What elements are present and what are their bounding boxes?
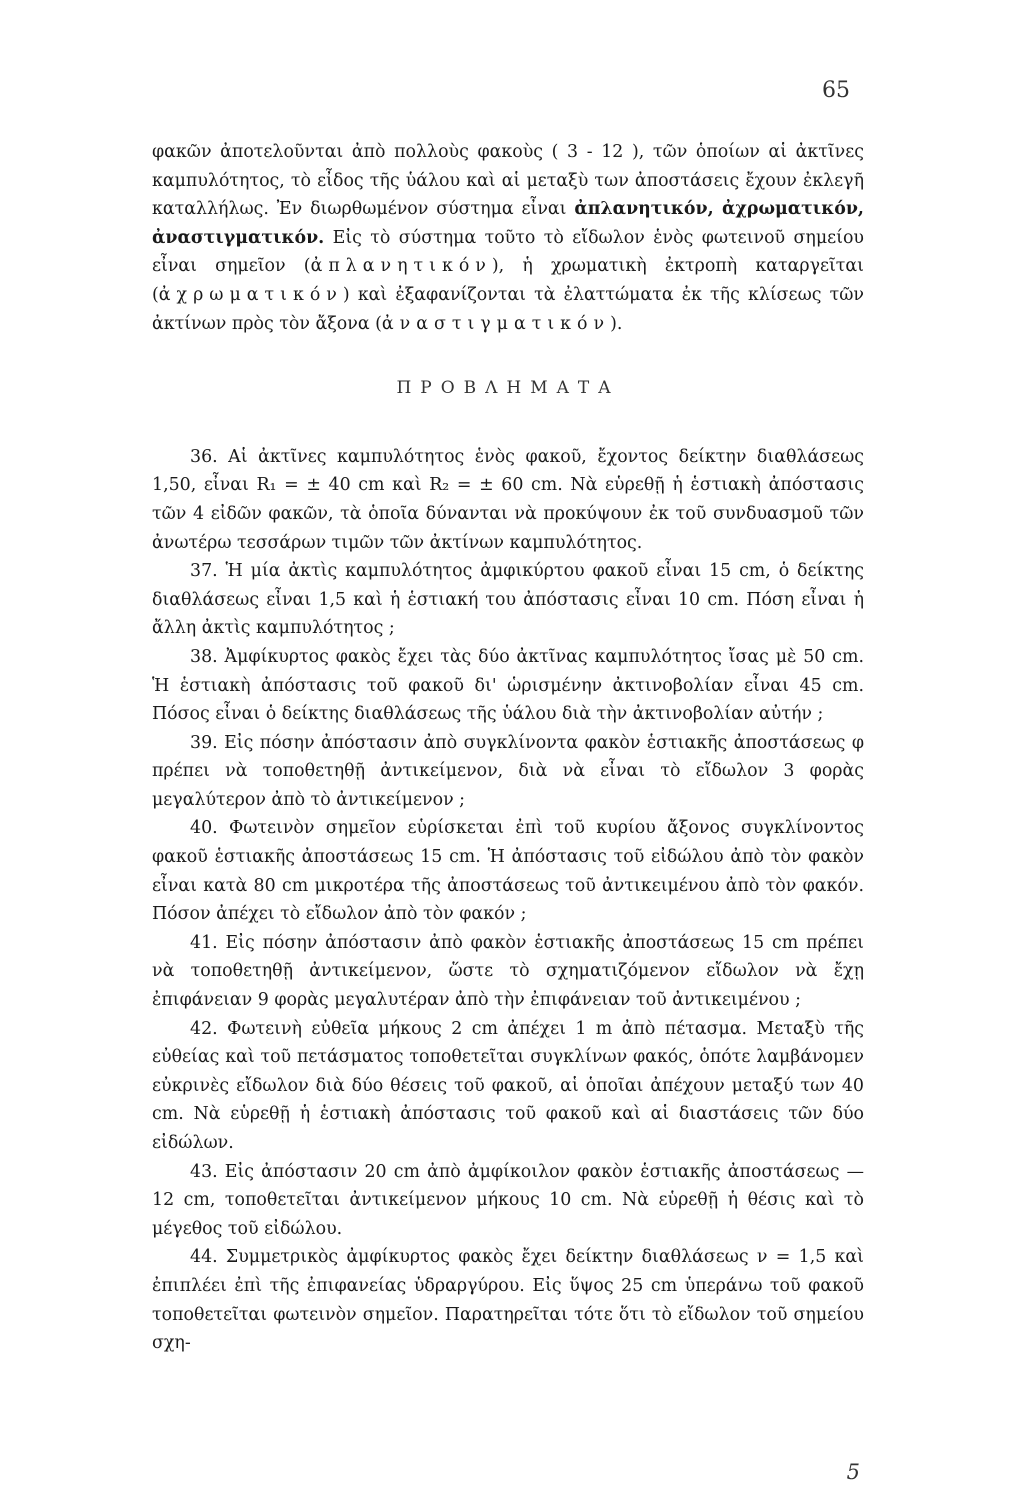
problem-43: 43. Εἰς ἀπόστασιν 20 cm ἀπὸ ἀμφίκοιλον φακὸν ἑστιακῆς ἀποστάσεως —12 cm, τοποθετεῖται ἀντικείμενον μήκους 10 cm. Νὰ εὑρεθῇ ἡ θέσις καὶ τὸ μέγεθος τοῦ εἰδώλου. <box>152 1161 864 1239</box>
problem-36: 36. Αἱ ἀκτῖνες καμπυλότητος ἑνὸς φακοῦ, ἔχοντος δείκτην διαθλάσεως 1,50, εἶναι R₁ = ± 40 cm καὶ R₂ = ± 60 cm. Νὰ εὑρεθῇ ἡ ἑστιακὴ ἀπόστασις τῶν 4 εἰδῶν φακῶν, τὰ ὁποῖα δύνανται νὰ προκύψουν ἐκ τοῦ συνδυασμοῦ τῶν ἀνωτέρω τεσσάρων τιμῶν τῶν ἀκτίνων καμπυλότητος. <box>152 446 864 553</box>
term-anastigmatic: ἀναστιγματικόν <box>381 313 611 334</box>
term-aplanatic: ἀπλανητικόν <box>310 256 492 277</box>
footer-mark: 5 <box>846 1460 860 1484</box>
intro-text-1: φακῶν ἀποτελοῦνται ἀπὸ πολλοὺς φακοὺς ( 3 - 12 ), τῶν ὁποίων αἱ ἀκτῖνες καμπυλότητος, τὸ εἶδος τῆς ὑάλου καὶ αἱ μεταξὺ των ἀποστάσεις ἔχουν ἐκλεγῆ καταλλήλως. Ἐν διωρθωμένον σύστημα εἶναι <box>152 142 864 220</box>
problem-41: 41. Εἰς πόσην ἀπόστασιν ἀπὸ φακὸν ἑστιακῆς ἀποστάσεως 15 cm πρέπει νὰ τοποθετηθῇ ἀντικείμενον, ὥστε τὸ σχηματιζόμενον εἴδωλον νὰ ἔχῃ ἐπιφάνειαν 9 φορὰς μεγαλυτέραν ἀπὸ τὴν ἐπιφάνειαν τοῦ ἀντικειμένου ; <box>152 932 864 1011</box>
intro-bold-terms: ἀπλανητικόν, ἀχρωματικόν, ἀναστιγματικόν. <box>152 199 864 248</box>
intro-text-3: ), ἡ χρωματικὴ ἐκτροπὴ καταργεῖται ( <box>152 256 864 305</box>
problem-37: 37. Ἡ μία ἀκτὶς καμπυλότητος ἀμφικύρτου φακοῦ εἶναι 15 cm, ὁ δείκτης διαθλάσεως εἶναι 1,5 καὶ ἡ ἑστιακή του ἀπόστασις εἶναι 10 cm. Πόση εἶναι ἡ ἄλλη ἀκτὶς καμπυλότητος ; <box>152 561 864 639</box>
problem-44: 44. Συμμετρικὸς ἀμφίκυρτος φακὸς ἔχει δείκτην διαθλάσεως ν = 1,5 καὶ ἐπιπλέει ἐπὶ τῆς ἐπιφανείας ὑδραργύρου. Εἰς ὕψος 25 cm ὑπεράνω τοῦ φακοῦ τοποθετεῖται φωτεινὸν σημεῖον. Παρατηρεῖται τότε ὅτι τὸ εἴδωλον τοῦ σημείου σχη- <box>152 1247 864 1354</box>
page-number: 65 <box>822 78 850 103</box>
problem-38: 38. Ἀμφίκυρτος φακὸς ἔχει τὰς δύο ἀκτῖνας καμπυλότητος ἴσας μὲ 50 cm. Ἡ ἑστιακὴ ἀπόστασις τοῦ φακοῦ δι' ὡρισμένην ἀκτινοβολίαν εἶναι 45 cm. Πόσος εἶναι ὁ δείκτης διαθλάσεως τῆς ὑάλου διὰ τὴν ἀκτινοβολίαν αὐτήν ; <box>152 646 864 725</box>
section-heading: ΠΡΟΒΛΗΜΑΤΑ <box>396 378 620 399</box>
term-achromatic: ἀχρωματικόν <box>158 284 343 305</box>
intro-text-5: ). <box>610 313 623 334</box>
intro-text-4: ) καὶ ἐξαφανίζονται τὰ ἐλαττώματα ἐκ τῆς κλίσεως τῶν ἀκτίνων πρὸς τὸν ἄξονα ( <box>152 284 864 334</box>
intro-paragraph <box>152 138 864 338</box>
problem-39: 39. Εἰς πόσην ἀπόστασιν ἀπὸ συγκλίνοντα φακὸν ἑστιακῆς ἀποστάσεως φ πρέπει νὰ τοποθετηθῇ ἀντικείμενον, διὰ νὰ εἶναι τὸ εἴδωλον 3 φορὰς μεγαλύτερον ἀπὸ τὸ ἀντικείμενον ; <box>152 732 864 810</box>
problem-42: 42. Φωτεινὴ εὐθεῖα μήκους 2 cm ἀπέχει 1 m ἀπὸ πέτασμα. Μεταξὺ τῆς εὐθείας καὶ τοῦ πετάσματος τοποθετεῖται συγκλίνων φακός, ὁπότε λαμβάνομεν εὐκρινὲς εἴδωλον διὰ δύο θέσεις τοῦ φακοῦ, αἱ ὁποῖαι ἀπέχουν μεταξύ των 40 cm. Νὰ εὑρεθῇ ἡ ἑστιακὴ ἀπόστασις τοῦ φακοῦ καὶ αἱ διαστάσεις τῶν δύο εἰδώλων. <box>152 1018 864 1153</box>
problem-40: 40. Φωτεινὸν σημεῖον εὑρίσκεται ἐπὶ τοῦ κυρίου ἄξονος συγκλίνοντος φακοῦ ἑστιακῆς ἀποστάσεως 15 cm. Ἡ ἀπόστασις τοῦ εἰδώλου ἀπὸ τὸν φακὸν εἶναι κατὰ 80 cm μικροτέρα τῆς ἀποστάσεως τοῦ ἀντικειμένου ἀπὸ τὸν φακόν. Πόσον ἀπέχει τὸ εἴδωλον ἀπὸ τὸν φακόν ; <box>152 818 864 925</box>
intro-text-2: Εἰς τὸ σύστημα τοῦτο τὸ εἴδωλον ἑνὸς φωτεινοῦ σημείου εἶναι σημεῖον ( <box>152 227 864 277</box>
page-text <box>152 138 864 1358</box>
